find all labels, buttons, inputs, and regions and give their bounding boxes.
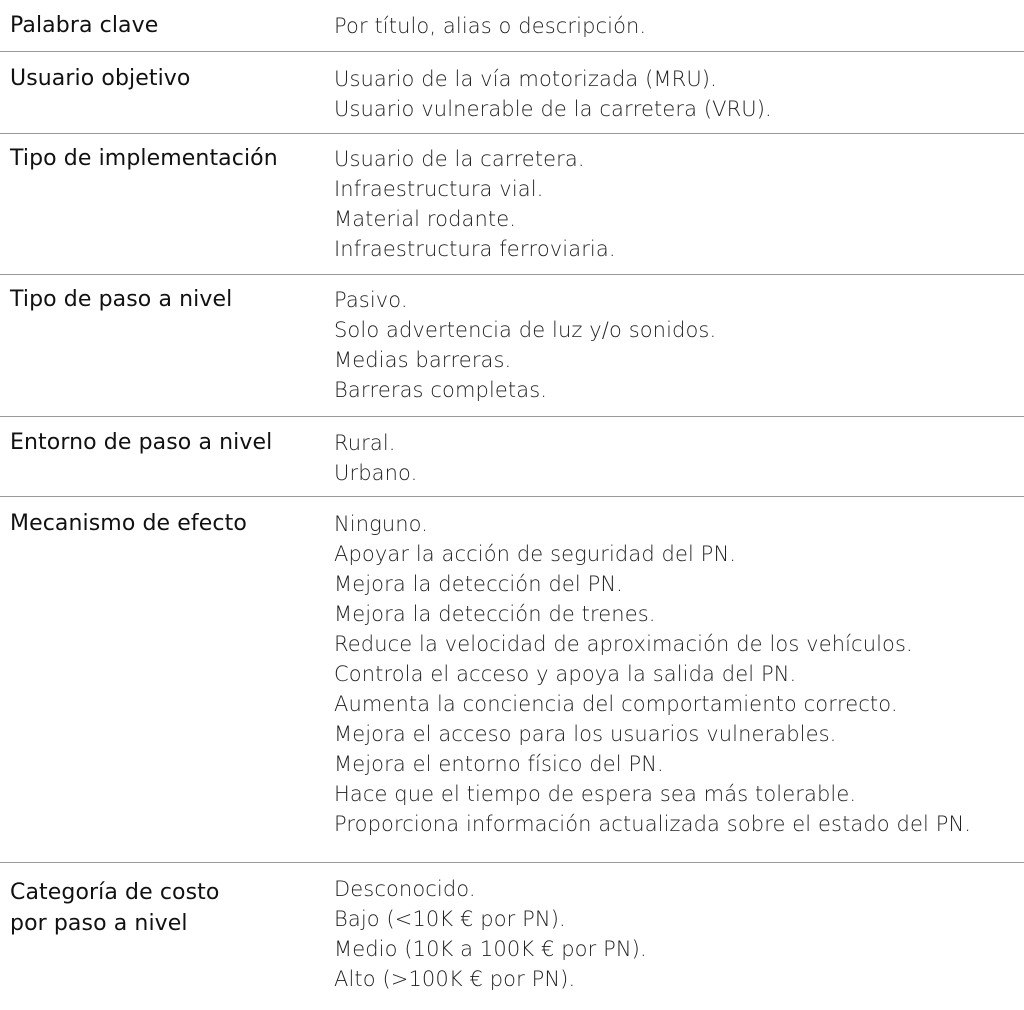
row-value: Medias barreras. — [334, 348, 512, 372]
row-label-tipo-paso-nivel — [10, 284, 232, 315]
row-values-categoria-costo — [334, 874, 647, 994]
row-value: Pasivo. — [334, 288, 408, 312]
row-value: Usuario vulnerable de la carretera (VRU). — [334, 97, 772, 121]
row-values-mecanismo — [334, 509, 971, 839]
row-values-usuario-objetivo — [334, 64, 772, 124]
row-label-categoria-costo — [10, 877, 219, 939]
row-label-palabra-clave — [10, 10, 158, 41]
row-divider — [0, 496, 1024, 497]
row-divider — [0, 416, 1024, 417]
row-value: Alto (>100K € por PN). — [334, 967, 576, 991]
row-divider — [0, 133, 1024, 134]
row-label-line: Tipo de implementación — [10, 146, 278, 171]
row-value: Aumenta la conciencia del comportamiento correcto. — [334, 692, 898, 716]
row-value: Urbano. — [334, 461, 418, 485]
row-divider — [0, 51, 1024, 52]
row-value: Hace que el tiempo de espera sea más tolerable. — [334, 782, 857, 806]
row-values-entorno — [334, 428, 417, 488]
row-value: Ninguno. — [334, 512, 429, 536]
row-label-mecanismo — [10, 508, 247, 539]
row-value: Usuario de la vía motorizada (MRU). — [334, 67, 717, 91]
row-value: Barreras completas. — [334, 378, 548, 402]
row-value: Mejora la detección de trenes. — [334, 602, 656, 626]
row-value: Bajo (<10K € por PN). — [334, 907, 566, 931]
row-label-line: Categoría de costo — [10, 880, 220, 905]
row-values-tipo-implementacion — [334, 144, 616, 264]
row-value: Solo advertencia de luz y/o sonidos. — [334, 318, 717, 342]
row-value: Por título, alias o descripción. — [334, 14, 647, 38]
row-value: Mejora el acceso para los usuarios vulnerables. — [334, 722, 837, 746]
row-label-tipo-implementacion — [10, 143, 278, 174]
row-divider — [0, 862, 1024, 863]
row-value: Desconocido. — [334, 877, 476, 901]
row-label-usuario-objetivo — [10, 63, 191, 94]
row-value: Mejora la detección del PN. — [334, 572, 623, 596]
row-value: Apoyar la acción de seguridad del PN. — [334, 542, 737, 566]
row-values-palabra-clave — [334, 11, 646, 41]
row-label-line: Tipo de paso a nivel — [10, 287, 233, 312]
row-label-line: Usuario objetivo — [10, 66, 191, 91]
row-label-line: Mecanismo de efecto — [10, 511, 247, 536]
row-label-line: por paso a nivel — [10, 911, 188, 936]
row-value: Infraestructura vial. — [334, 177, 544, 201]
row-value: Material rodante. — [334, 207, 517, 231]
row-value: Mejora el entorno físico del PN. — [334, 752, 664, 776]
row-value: Infraestructura ferroviaria. — [334, 237, 616, 261]
row-values-tipo-paso-nivel — [334, 285, 716, 405]
row-label-line: Entorno de paso a nivel — [10, 430, 273, 455]
row-value: Proporciona información actualizada sobre el estado del PN. — [334, 812, 972, 836]
row-divider — [0, 274, 1024, 275]
row-value: Usuario de la carretera. — [334, 147, 585, 171]
row-label-entorno — [10, 427, 272, 458]
row-value: Reduce la velocidad de aproximación de los vehículos. — [334, 632, 913, 656]
row-value: Medio (10K a 100K € por PN). — [334, 937, 647, 961]
row-value: Controla el acceso y apoya la salida del PN. — [334, 662, 797, 686]
row-value: Rural. — [334, 431, 396, 455]
row-label-line: Palabra clave — [10, 13, 159, 38]
